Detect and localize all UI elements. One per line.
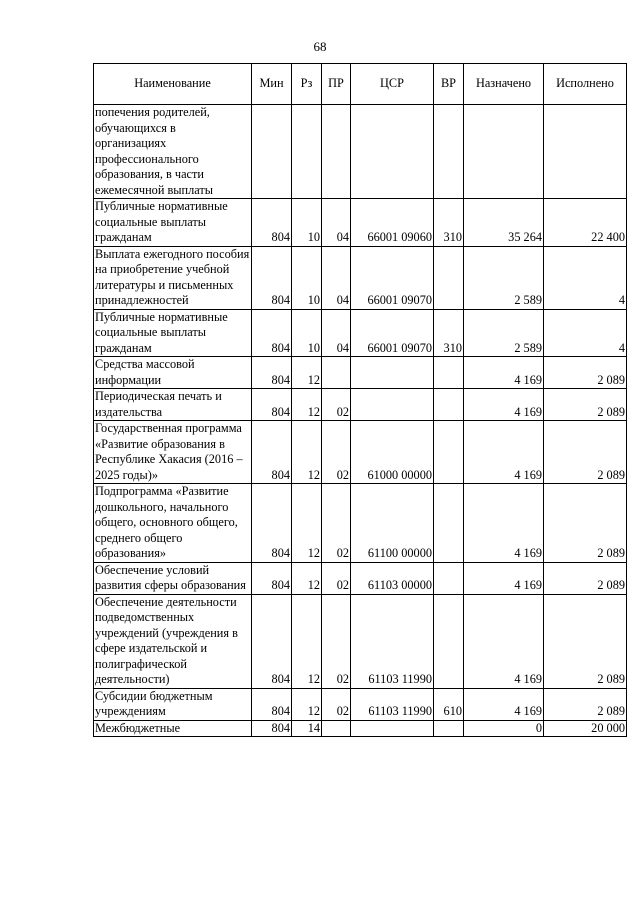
cell-csr: 66001 09060 bbox=[351, 199, 434, 247]
cell-rz: 10 bbox=[292, 309, 322, 357]
cell-rz: 14 bbox=[292, 720, 322, 737]
cell-name: попечения родителей, обучающихся в организациях профессионального образования, в части ежемесячной выплаты bbox=[94, 105, 252, 199]
cell-assigned: 4 169 bbox=[464, 594, 544, 688]
cell-rz: 12 bbox=[292, 421, 322, 484]
cell-executed: 2 089 bbox=[544, 562, 627, 594]
cell-pr: 04 bbox=[322, 199, 351, 247]
budget-table bbox=[93, 63, 627, 737]
cell-rz: 12 bbox=[292, 594, 322, 688]
cell-min: 804 bbox=[252, 720, 292, 737]
cell-csr bbox=[351, 357, 434, 389]
cell-min: 804 bbox=[252, 357, 292, 389]
table-row bbox=[94, 105, 627, 199]
cell-executed: 20 000 bbox=[544, 720, 627, 737]
cell-rz bbox=[292, 105, 322, 199]
cell-name: Подпрограмма «Развитие дошкольного, начального общего, основного общего, среднего общего образования» bbox=[94, 484, 252, 563]
cell-pr: 04 bbox=[322, 246, 351, 309]
cell-name: Обеспечение деятельности подведомственных учреждений (учреждения в сфере издательской и полиграфической деятельности) bbox=[94, 594, 252, 688]
cell-csr: 61100 00000 bbox=[351, 484, 434, 563]
table-row bbox=[94, 421, 627, 484]
cell-executed: 2 089 bbox=[544, 421, 627, 484]
cell-rz: 12 bbox=[292, 357, 322, 389]
cell-assigned: 4 169 bbox=[464, 484, 544, 563]
cell-executed: 22 400 bbox=[544, 199, 627, 247]
cell-vr bbox=[434, 421, 464, 484]
cell-min: 804 bbox=[252, 309, 292, 357]
header-pr: ПР bbox=[322, 64, 351, 105]
cell-min: 804 bbox=[252, 562, 292, 594]
table-row bbox=[94, 309, 627, 357]
cell-pr: 02 bbox=[322, 688, 351, 720]
header-name: Наименование bbox=[94, 64, 252, 105]
table-row bbox=[94, 357, 627, 389]
cell-rz: 10 bbox=[292, 199, 322, 247]
page-number: 68 bbox=[313, 39, 327, 54]
cell-vr bbox=[434, 105, 464, 199]
cell-executed: 4 bbox=[544, 309, 627, 357]
cell-pr bbox=[322, 720, 351, 737]
cell-executed bbox=[544, 105, 627, 199]
cell-min: 804 bbox=[252, 389, 292, 421]
cell-min: 804 bbox=[252, 688, 292, 720]
cell-executed: 4 bbox=[544, 246, 627, 309]
cell-rz: 12 bbox=[292, 389, 322, 421]
header-min: Мин bbox=[252, 64, 292, 105]
cell-rz: 12 bbox=[292, 688, 322, 720]
header-vr: ВР bbox=[434, 64, 464, 105]
cell-pr: 02 bbox=[322, 421, 351, 484]
cell-executed: 2 089 bbox=[544, 357, 627, 389]
header-row bbox=[94, 64, 627, 105]
cell-vr: 610 bbox=[434, 688, 464, 720]
cell-pr: 02 bbox=[322, 594, 351, 688]
cell-name: Обеспечение условий развития сферы образования bbox=[94, 562, 252, 594]
cell-executed: 2 089 bbox=[544, 594, 627, 688]
cell-csr: 66001 09070 bbox=[351, 309, 434, 357]
cell-csr: 66001 09070 bbox=[351, 246, 434, 309]
cell-name: Государственная программа «Развитие образования в Республике Хакасия (2016 – 2025 годы)» bbox=[94, 421, 252, 484]
table-row bbox=[94, 199, 627, 247]
cell-min: 804 bbox=[252, 246, 292, 309]
cell-csr: 61000 00000 bbox=[351, 421, 434, 484]
table-row bbox=[94, 562, 627, 594]
cell-csr bbox=[351, 105, 434, 199]
cell-name: Выплата ежегодного пособия на приобретение учебной литературы и письменных принадлежностей bbox=[94, 246, 252, 309]
cell-vr: 310 bbox=[434, 199, 464, 247]
cell-vr bbox=[434, 484, 464, 563]
header-assigned: Назначено bbox=[464, 64, 544, 105]
cell-pr: 02 bbox=[322, 562, 351, 594]
cell-assigned: 2 589 bbox=[464, 246, 544, 309]
cell-executed: 2 089 bbox=[544, 389, 627, 421]
table-row bbox=[94, 484, 627, 563]
header-executed: Исполнено bbox=[544, 64, 627, 105]
cell-name: Субсидии бюджетным учреждениям bbox=[94, 688, 252, 720]
table-row bbox=[94, 246, 627, 309]
cell-min: 804 bbox=[252, 199, 292, 247]
cell-executed: 2 089 bbox=[544, 484, 627, 563]
cell-pr: 02 bbox=[322, 484, 351, 563]
cell-assigned bbox=[464, 105, 544, 199]
cell-name: Межбюджетные bbox=[94, 720, 252, 737]
cell-name: Публичные нормативные социальные выплаты гражданам bbox=[94, 199, 252, 247]
cell-name: Периодическая печать и издательства bbox=[94, 389, 252, 421]
cell-rz: 12 bbox=[292, 562, 322, 594]
cell-pr: 04 bbox=[322, 309, 351, 357]
cell-vr bbox=[434, 389, 464, 421]
cell-min: 804 bbox=[252, 484, 292, 563]
table-row bbox=[94, 720, 627, 737]
cell-min: 804 bbox=[252, 421, 292, 484]
cell-min: 804 bbox=[252, 594, 292, 688]
cell-pr bbox=[322, 357, 351, 389]
cell-vr bbox=[434, 357, 464, 389]
cell-assigned: 4 169 bbox=[464, 421, 544, 484]
cell-vr bbox=[434, 594, 464, 688]
cell-csr bbox=[351, 720, 434, 737]
cell-rz: 10 bbox=[292, 246, 322, 309]
table-row bbox=[94, 389, 627, 421]
cell-vr: 310 bbox=[434, 309, 464, 357]
cell-pr: 02 bbox=[322, 389, 351, 421]
cell-vr bbox=[434, 562, 464, 594]
cell-pr bbox=[322, 105, 351, 199]
cell-csr: 61103 11990 bbox=[351, 688, 434, 720]
table-row bbox=[94, 688, 627, 720]
cell-assigned: 4 169 bbox=[464, 389, 544, 421]
header-csr: ЦСР bbox=[351, 64, 434, 105]
table-row bbox=[94, 594, 627, 688]
cell-executed: 2 089 bbox=[544, 688, 627, 720]
cell-csr bbox=[351, 389, 434, 421]
header-rz: Рз bbox=[292, 64, 322, 105]
cell-rz: 12 bbox=[292, 484, 322, 563]
cell-name: Средства массовой информации bbox=[94, 357, 252, 389]
cell-vr bbox=[434, 720, 464, 737]
cell-csr: 61103 00000 bbox=[351, 562, 434, 594]
cell-assigned: 4 169 bbox=[464, 688, 544, 720]
cell-vr bbox=[434, 246, 464, 309]
cell-assigned: 2 589 bbox=[464, 309, 544, 357]
cell-min bbox=[252, 105, 292, 199]
cell-assigned: 0 bbox=[464, 720, 544, 737]
cell-assigned: 4 169 bbox=[464, 562, 544, 594]
cell-csr: 61103 11990 bbox=[351, 594, 434, 688]
cell-assigned: 4 169 bbox=[464, 357, 544, 389]
cell-name: Публичные нормативные социальные выплаты гражданам bbox=[94, 309, 252, 357]
cell-assigned: 35 264 bbox=[464, 199, 544, 247]
